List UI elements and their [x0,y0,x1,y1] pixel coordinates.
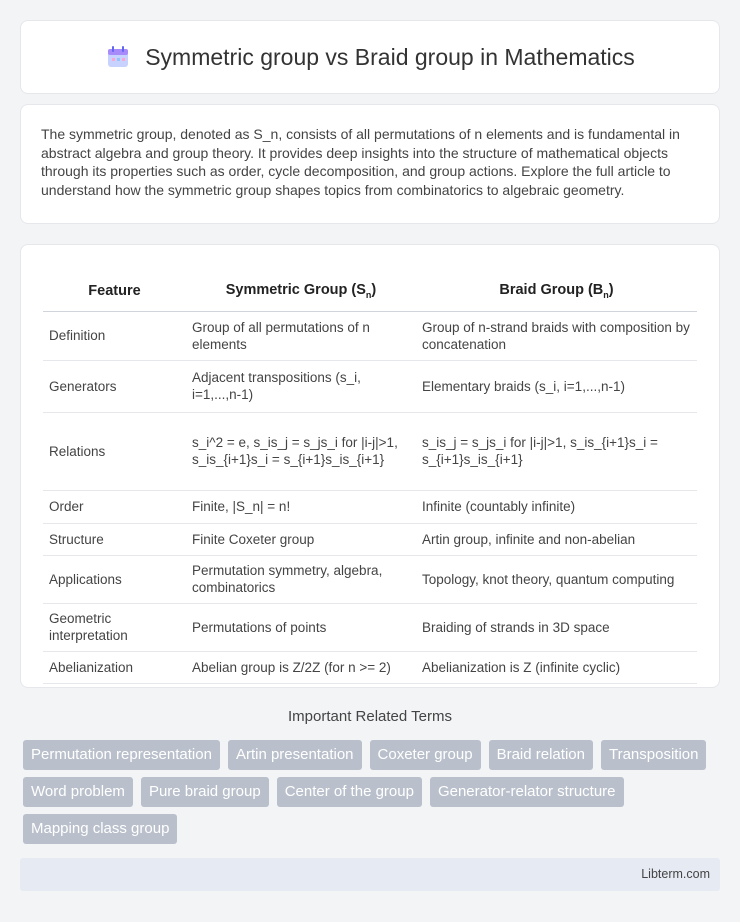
braid-cell: Abelianization is Z (infinite cyclic) [416,651,697,683]
feature-cell: Order [43,490,186,523]
feature-cell: Applications [43,555,186,603]
related-terms-list [23,740,723,844]
footer [20,858,720,891]
feature-cell: Relations [43,412,186,490]
intro-text: The symmetric group, denoted as S_n, consists of all permutations of n elements and is fundamental in abstract algebra and group theory. It provides deep insights into the structure of mathematical objects through its properties such as order, cycle decomposition, and group actions. Explore the full article to understand how the symmetric group shapes topics from combinatorics to algebraic geometry. [41,126,680,198]
related-term-tag[interactable]: Generator-relator structure [430,777,624,807]
title-card [20,20,720,94]
related-term-tag[interactable]: Transposition [601,740,707,770]
symmetric-cell: Permutation symmetry, algebra, combinatorics [186,555,416,603]
related-term-tag[interactable]: Coxeter group [370,740,481,770]
table-row [43,603,697,651]
header-braid: Braid Group $(B_n)$ [416,265,697,311]
feature-cell: Abelianization [43,651,186,683]
feature-cell: Geometric interpretation [43,603,186,651]
related-term-tag[interactable]: Permutation representation [23,740,220,770]
related-term-tag[interactable]: Braid relation [489,740,593,770]
symmetric-cell: Permutations of points [186,603,416,651]
comparison-table-card [20,244,720,688]
intro-card [20,104,720,224]
comparison-table [43,265,697,684]
related-term-tag[interactable]: Artin presentation [228,740,362,770]
table-row [43,555,697,603]
feature-cell: Structure [43,523,186,555]
header-symmetric: Symmetric Group $(S_n)$ [186,265,416,311]
feature-cell: Generators [43,360,186,412]
related-term-tag[interactable]: Word problem [23,777,133,807]
table-row [43,360,697,412]
calendar-icon [105,44,131,70]
feature-cell: Definition [43,311,186,360]
table-row [43,311,697,360]
braid-cell: Elementary braids (s_i, i=1,...,n-1) [416,360,697,412]
symmetric-cell: Finite, |S_n| = n! [186,490,416,523]
related-term-tag[interactable]: Mapping class group [23,814,177,844]
table-row [43,490,697,523]
braid-cell: Topology, knot theory, quantum computing [416,555,697,603]
table-row [43,651,697,683]
braid-cell: Group of n-strand braids with composition by concatenation [416,311,697,360]
footer-site-link[interactable]: Libterm.com [641,867,710,881]
symmetric-cell: Finite Coxeter group [186,523,416,555]
braid-cell: Braiding of strands in 3D space [416,603,697,651]
symmetric-cell: Group of all permutations of n elements [186,311,416,360]
table-row [43,523,697,555]
symmetric-cell: s_i^2 = e, s_is_j = s_js_i for |i-j|>1, s_is_{i+1}s_i = s_{i+1}s_is_{i+1} [186,412,416,490]
braid-cell: Artin group, infinite and non-abelian [416,523,697,555]
related-terms-title: Important Related Terms [288,708,452,725]
related-term-tag[interactable]: Center of the group [277,777,422,807]
braid-cell: Infinite (countably infinite) [416,490,697,523]
symmetric-cell: Adjacent transpositions (s_i, i=1,...,n-1) [186,360,416,412]
table-row [43,412,697,490]
braid-cell: s_is_j = s_js_i for |i-j|>1, s_is_{i+1}s_i = s_{i+1}s_is_{i+1} [416,412,697,490]
page-title: Symmetric group vs Braid group in Mathematics [145,43,635,70]
header-feature: Feature [43,265,186,311]
related-term-tag[interactable]: Pure braid group [141,777,269,807]
symmetric-cell: Abelian group is Z/2Z (for n >= 2) [186,651,416,683]
